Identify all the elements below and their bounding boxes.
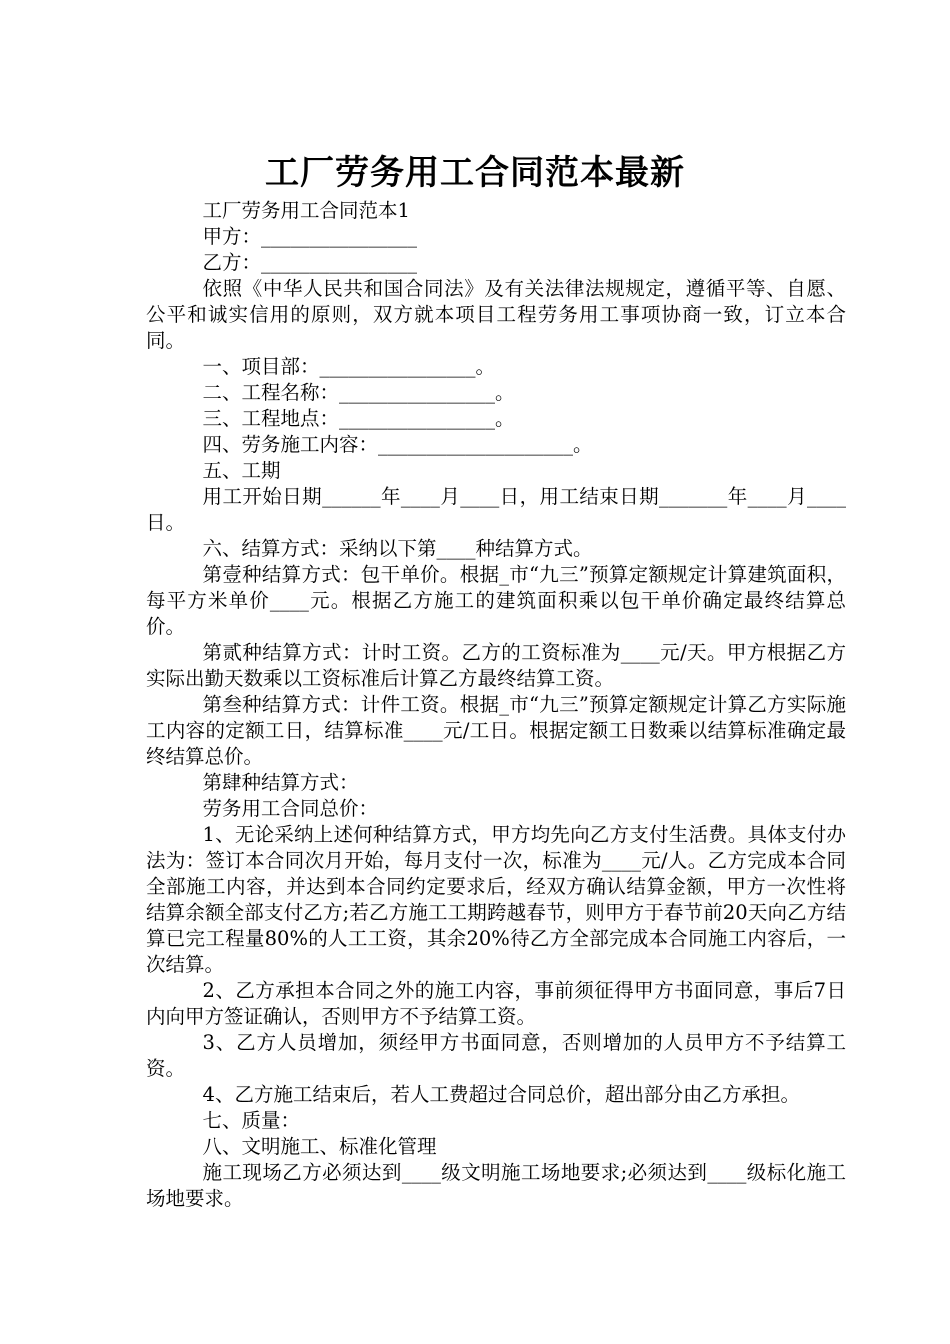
paragraph-work-content: 四、劳务施工内容：____________________。 bbox=[202, 433, 593, 456]
paragraph-clause-4: 4、乙方施工结束后，若人工费超过合同总价，超出部分由乙方承担。 bbox=[202, 1083, 800, 1106]
paragraph-settlement-heading: 六、结算方式：采纳以下第____种结算方式。 bbox=[202, 537, 593, 560]
paragraph-clause-3: 3、乙方人员增加，须经甲方书面同意，否则增加的人员甲方不予结算工资。 bbox=[146, 1031, 846, 1080]
paragraph-clause-2: 2、乙方承担本合同之外的施工内容，事前须征得甲方书面同意，事后7日内向甲方签证确认，否则甲方不予结算工资。 bbox=[146, 979, 846, 1028]
paragraph-subtitle: 工厂劳务用工合同范本1 bbox=[202, 199, 410, 222]
paragraph-project-dept: 一、项目部：________________。 bbox=[202, 355, 496, 378]
paragraph-settlement-4: 第肆种结算方式： bbox=[202, 771, 359, 794]
paragraph-clause-1: 1、无论采纳上述何种结算方式，甲方均先向乙方支付生活费。具体支付办法为：签订本合同次月开始，每月支付一次，标准为____元/人。乙方完成本合同全部施工内容，并达到本合同约定要求后，经双方确认结算金额，甲方一次性将结算余额全部支付乙方;若乙方施工工期跨越春节，则甲方于春节前20天向乙方结算已完工程量80%的人工工资，其余20%待乙方全部完成本合同施工内容后，一次结算。 bbox=[146, 823, 846, 976]
paragraph-project-name: 二、工程名称：________________。 bbox=[202, 381, 515, 404]
paragraph-project-location: 三、工程地点：________________。 bbox=[202, 407, 515, 430]
paragraph-schedule-heading: 五、工期 bbox=[202, 459, 281, 482]
paragraph-total-price: 劳务用工合同总价： bbox=[202, 797, 379, 820]
paragraph-party-a: 甲方：________________ bbox=[202, 225, 418, 248]
paragraph-quality: 七、质量： bbox=[202, 1109, 301, 1132]
paragraph-schedule-dates: 用工开始日期______年____月____日，用工结束日期_______年____月____日。 bbox=[146, 485, 846, 534]
paragraph-settlement-1: 第壹种结算方式：包干单价。根据_市“九三”预算定额规定计算建筑面积，每平方米单价____元。根据乙方施工的建筑面积乘以包干单价确定最终结算总价。 bbox=[146, 563, 846, 638]
paragraph-civilized-heading: 八、文明施工、标准化管理 bbox=[202, 1135, 437, 1158]
document-body bbox=[146, 198, 846, 1212]
paragraph-preamble: 依照《中华人民共和国合同法》及有关法律法规规定，遵循平等、自愿、公平和诚实信用的原则，双方就本项目工程劳务用工事项协商一致，订立本合同。 bbox=[146, 277, 846, 352]
paragraph-party-b: 乙方：________________ bbox=[202, 251, 418, 274]
paragraph-civilized-requirements: 施工现场乙方必须达到____级文明施工场地要求;必须达到____级标化施工场地要求。 bbox=[146, 1161, 846, 1210]
paragraph-settlement-2: 第贰种结算方式：计时工资。乙方的工资标准为____元/天。甲方根据乙方实际出勤天数乘以工资标准后计算乙方最终结算工资。 bbox=[146, 641, 846, 690]
document-title: 工厂劳务用工合同范本最新 bbox=[265, 152, 685, 193]
paragraph-settlement-3: 第叁种结算方式：计件工资。根据_市“九三”预算定额规定计算乙方实际施工内容的定额工日，结算标准____元/工日。根据定额工日数乘以结算标准确定最终结算总价。 bbox=[146, 693, 846, 768]
